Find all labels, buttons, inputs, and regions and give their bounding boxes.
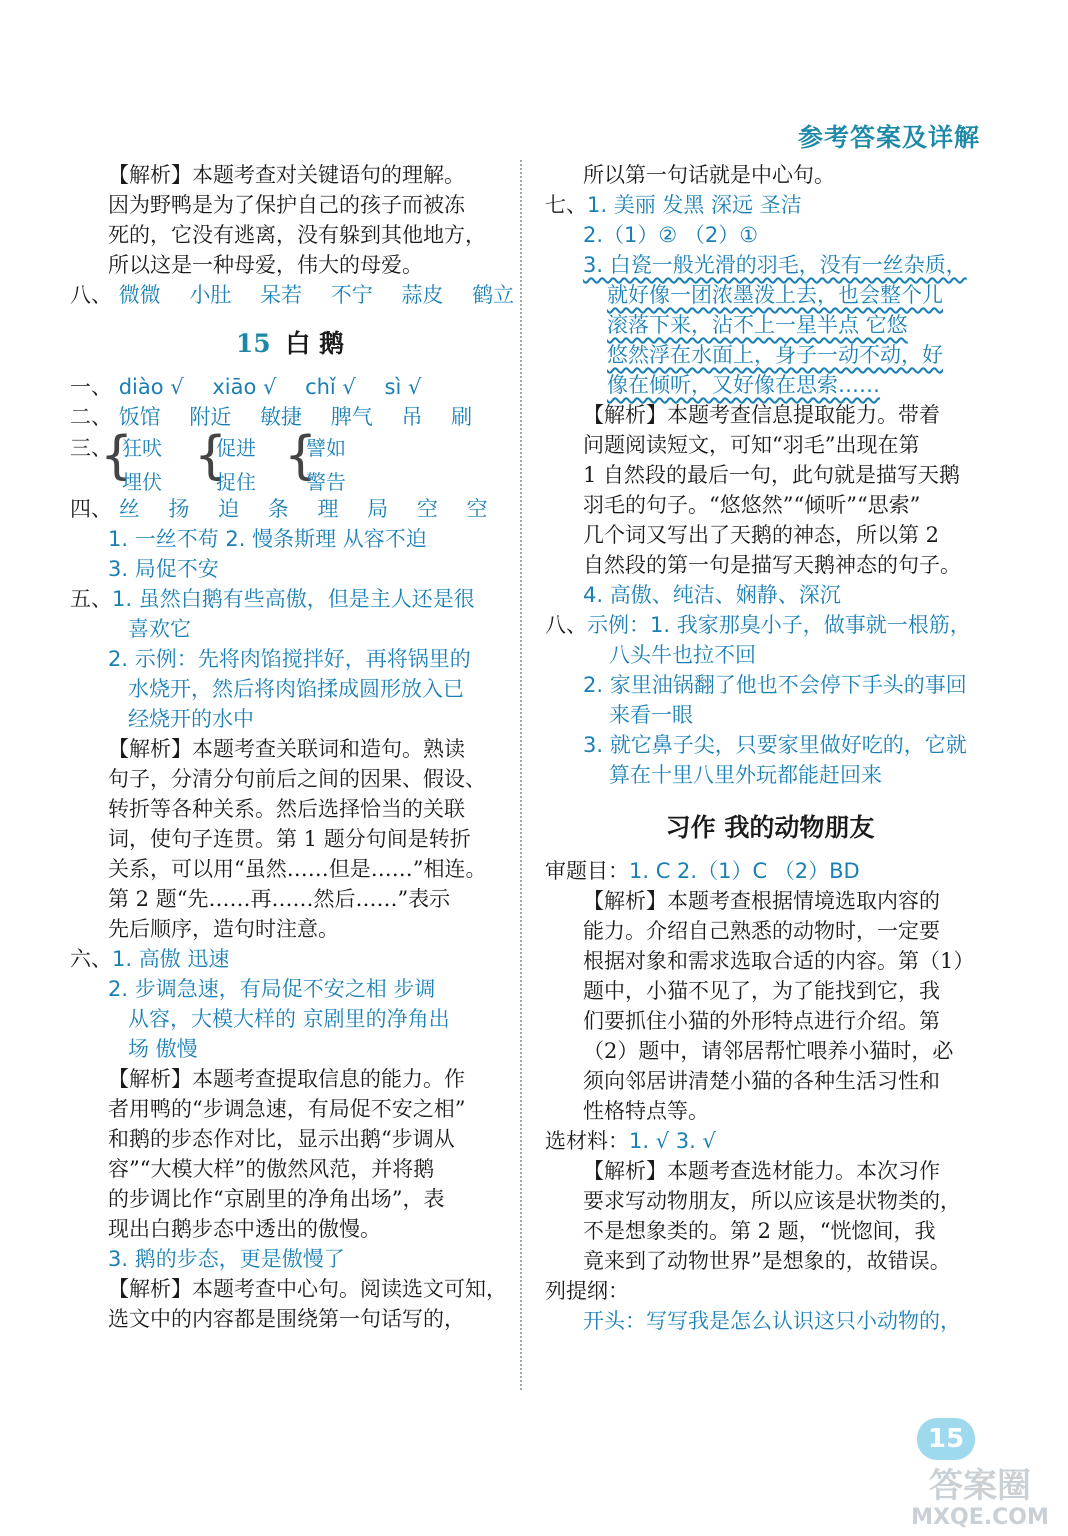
analysis-line: 第 2 题“先……再……然后……”表示 [108, 887, 451, 911]
answer-word: 刷 [451, 405, 473, 429]
analysis-line: 能力。介绍自己熟悉的动物时，一定要 [583, 919, 940, 943]
underlined-answer: 3. 白瓷一般光滑的羽毛，没有一丝杂质， [583, 253, 967, 277]
answer-word: 蒜皮 [401, 283, 444, 307]
section-number: 四、 [70, 497, 112, 521]
analysis-line: 【解析】本题考查选材能力。本次习作 [583, 1159, 940, 1183]
answer-line: 水烧开，然后将肉馅揉成圆形放入已 [128, 677, 464, 701]
answer-text: 1. C 2.（1）C （2）BD [629, 859, 860, 883]
composition-title: 习作 我的动物朋友 [665, 813, 875, 842]
analysis-line: 不是想象类的。第 2 题，“恍惚间，我 [583, 1219, 936, 1243]
answer-line: 3. 就它鼻子尖，只要家里做好吃的，它就 [583, 733, 967, 757]
analysis-line: 1 自然段的最后一句，此句就是描写天鹅 [583, 463, 961, 487]
column-divider [520, 160, 522, 1390]
answer-line: 来看一眼 [609, 703, 693, 727]
analysis-line: 者用鸭的“步调急速，有局促不安之相” [108, 1097, 466, 1121]
section-1-answers [70, 372, 510, 402]
analysis-line: 【解析】本题考查提取信息的能力。作 [108, 1067, 465, 1091]
answer-line: 2. 示例：先将肉馅搅拌好，再将锅里的 [108, 647, 471, 671]
answer-word: 吊 [401, 405, 423, 429]
answer-line: 3. 鹅的步态，更是傲慢了 [108, 1247, 345, 1271]
analysis-line: 先后顺序，造句时注意。 [108, 917, 339, 941]
pinyin-answer: diào √ [118, 375, 184, 399]
analysis-line: 几个词又写出了天鹅的神态，所以第 2 [583, 523, 940, 547]
answer-line: 1. 一丝不苟 2. 慢条斯理 从容不迫 [108, 527, 427, 551]
underlined-answer: 滚落下来，沾不上一星半点 它悠 [607, 313, 908, 337]
answer-char: 理 [317, 497, 339, 521]
answer-word: 埋伏 [122, 470, 162, 494]
xuancai-line [545, 1126, 995, 1156]
brace-icon: { [100, 426, 134, 486]
analysis-line: 转折等各种关系。然后选择恰当的关联 [108, 797, 465, 821]
analysis-line: 性格特点等。 [583, 1099, 709, 1123]
answer-line: 2.（1）② （2）① [583, 223, 759, 247]
answer-line: 2. 步调急速，有局促不安之相 步调 [108, 977, 436, 1001]
analysis-line: 所以这是一种母爱，伟大的母爱。 [108, 253, 423, 277]
pinyin-answer: sì √ [384, 375, 422, 399]
answer-char: 条 [267, 497, 289, 521]
answer-line: 场 傲慢 [128, 1037, 198, 1061]
shenti-label: 审题目： [545, 859, 629, 883]
answer-line: 从容，大模大样的 京剧里的净角出 [128, 1007, 450, 1031]
section-number: 七、 [545, 193, 587, 217]
answer-text: 示例：1. 我家那臭小子，做事就一根筋， [587, 613, 971, 637]
analysis-line: 的步调比作“京剧里的净角出场”，表 [108, 1187, 445, 1211]
analysis-line: 须向邻居讲清楚小猫的各种生活习性和 [583, 1069, 940, 1093]
analysis-line: 羽毛的句子。“悠悠然”“倾听”“思索” [583, 493, 921, 517]
analysis-line: 【解析】本题考查对关键语句的理解。 [108, 163, 465, 187]
outline-label: 列提纲： [545, 1279, 629, 1303]
underlined-answer: 像在倾听，又好像在思索…… [607, 373, 880, 397]
section-4-answers [70, 494, 510, 524]
shenti-line [545, 856, 995, 886]
answer-word: 鹤立 [472, 283, 515, 307]
section-number: 一、 [70, 375, 112, 399]
section-number: 三、 [70, 436, 112, 460]
section-7-line [545, 190, 995, 220]
answer-line: 3. 局促不安 [108, 557, 219, 581]
answer-line [545, 340, 995, 370]
analysis-line: （2）题中，请邻居帮忙喂养小猫时，必 [583, 1039, 954, 1063]
section-number: 五、 [70, 587, 112, 611]
analysis-line: 和鹅的步态作对比，显示出鹅“步调从 [108, 1127, 455, 1151]
brace-icon: { [284, 426, 318, 486]
answer-word: 不宁 [330, 283, 373, 307]
section-8-line [545, 610, 995, 640]
analysis-line: 句子，分清分句前后之间的因果、假设、 [108, 767, 486, 791]
analysis-line: 【解析】本题考查根据情境选取内容的 [583, 889, 940, 913]
left-column [70, 160, 515, 1334]
analysis-line: 死的，它没有逃离，没有躲到其他地方， [108, 223, 486, 247]
lesson-title [70, 324, 510, 360]
answer-line: 经烧开的水中 [128, 707, 254, 731]
brace-icon: { [194, 426, 228, 486]
analysis-line: 自然段的第一句是描写天鹅神态的句子。 [583, 553, 961, 577]
answer-line [545, 280, 995, 310]
xuancai-label: 选材料： [545, 1129, 629, 1153]
analysis-line: 【解析】本题考查中心句。阅读选文可知， [108, 1277, 507, 1301]
answer-word: 警告 [306, 470, 346, 494]
answer-word: 饭馆 [118, 405, 161, 429]
answer-char: 扬 [168, 497, 190, 521]
answer-line: 4. 高傲、纯洁、娴静、深沉 [583, 583, 841, 607]
answer-char: 空 [416, 497, 438, 521]
section-8-answers [70, 280, 515, 310]
answer-line: 八头牛也拉不回 [609, 643, 756, 667]
answer-word: 促进 [216, 436, 256, 460]
lesson-number: 15 [235, 329, 271, 358]
analysis-line: 关系，可以用“虽然……但是……”相连。 [108, 857, 487, 881]
answer-line: 开头：写写我是怎么认识这只小动物的， [583, 1309, 961, 1333]
answer-text: 1. 高傲 迅速 [112, 947, 230, 971]
analysis-line: 所以第一句话就是中心句。 [583, 163, 835, 187]
lesson-name: 白 鹅 [285, 329, 345, 358]
page-header-title: 参考答案及详解 [797, 123, 980, 152]
watermark-logo [900, 1458, 1060, 1528]
analysis-line: 要求写动物朋友，所以应该是状物类的， [583, 1189, 961, 1213]
right-column [545, 160, 995, 1336]
answer-word: 捉住 [216, 470, 256, 494]
section-number: 八、 [70, 283, 112, 307]
answer-word: 微微 [118, 283, 161, 307]
answer-word: 小肚 [189, 283, 232, 307]
analysis-line: 们要抓住小猫的外形特点进行介绍。第 [583, 1009, 940, 1033]
section-number: 二、 [70, 405, 112, 429]
underlined-answer: 就好像一团浓墨泼上去，也会整个儿 [607, 283, 943, 307]
answer-line: 2. 家里油锅翻了他也不会停下手头的事回 [583, 673, 967, 697]
section-5-line [70, 584, 510, 614]
analysis-line: 问题阅读短文，可知“羽毛”出现在第 [583, 433, 920, 457]
section-number: 六、 [70, 947, 112, 971]
section-3-answers [70, 426, 510, 494]
answer-word: 脾气 [330, 405, 373, 429]
answer-line: 喜欢它 [128, 617, 191, 641]
analysis-line: 【解析】本题考查信息提取能力。带着 [583, 403, 940, 427]
section-number: 八、 [545, 613, 587, 637]
answer-word: 譬如 [306, 436, 346, 460]
answer-line: 算在十里八里外玩都能赶回来 [609, 763, 882, 787]
underlined-answer: 悠然浮在水面上，身子一动不动，好 [607, 343, 943, 367]
answer-char: 丝 [118, 497, 140, 521]
analysis-line: 选文中的内容都是围绕第一句话写的， [108, 1307, 465, 1331]
pinyin-answer: xiāo √ [212, 375, 277, 399]
answer-char: 迫 [218, 497, 240, 521]
answer-text: 1. 美丽 发黑 深远 圣洁 [587, 193, 802, 217]
analysis-line: 词，使句子连贯。第 1 题分句间是转折 [108, 827, 471, 851]
answer-word: 敏捷 [260, 405, 303, 429]
watermark-text: 答案圈 [929, 1466, 1031, 1506]
answer-text: 1. 虽然白鹅有些高傲，但是主人还是很 [112, 587, 475, 611]
analysis-line: 题中，小猫不见了，为了能找到它，我 [583, 979, 940, 1003]
answer-line [545, 250, 995, 280]
section-6-line [70, 944, 510, 974]
answer-char: 空 [466, 497, 488, 521]
analysis-line: 因为野鸭是为了保护自己的孩子而被冻 [108, 193, 465, 217]
watermark-url: MXQE.COM [911, 1505, 1049, 1530]
answer-word: 附近 [189, 405, 232, 429]
analysis-line: 容”“大模大样”的傲然风范，并将鹅 [108, 1157, 435, 1181]
answer-text: 1. √ 3. √ [629, 1129, 716, 1153]
page-number: 15 [917, 1418, 975, 1460]
answer-char: 局 [367, 497, 389, 521]
answer-word: 狂吠 [122, 436, 162, 460]
analysis-line: 根据对象和需求选取合适的内容。第（1） [583, 949, 975, 973]
analysis-line: 【解析】本题考查关联词和造句。熟读 [108, 737, 465, 761]
analysis-line: 现出白鹅步态中透出的傲慢。 [108, 1217, 381, 1241]
answer-line [545, 310, 995, 340]
analysis-line: 竟来到了动物世界”是想象的，故错误。 [583, 1249, 951, 1273]
answer-line [545, 370, 995, 400]
pinyin-answer: chǐ √ [305, 375, 356, 399]
answer-word: 呆若 [260, 283, 303, 307]
